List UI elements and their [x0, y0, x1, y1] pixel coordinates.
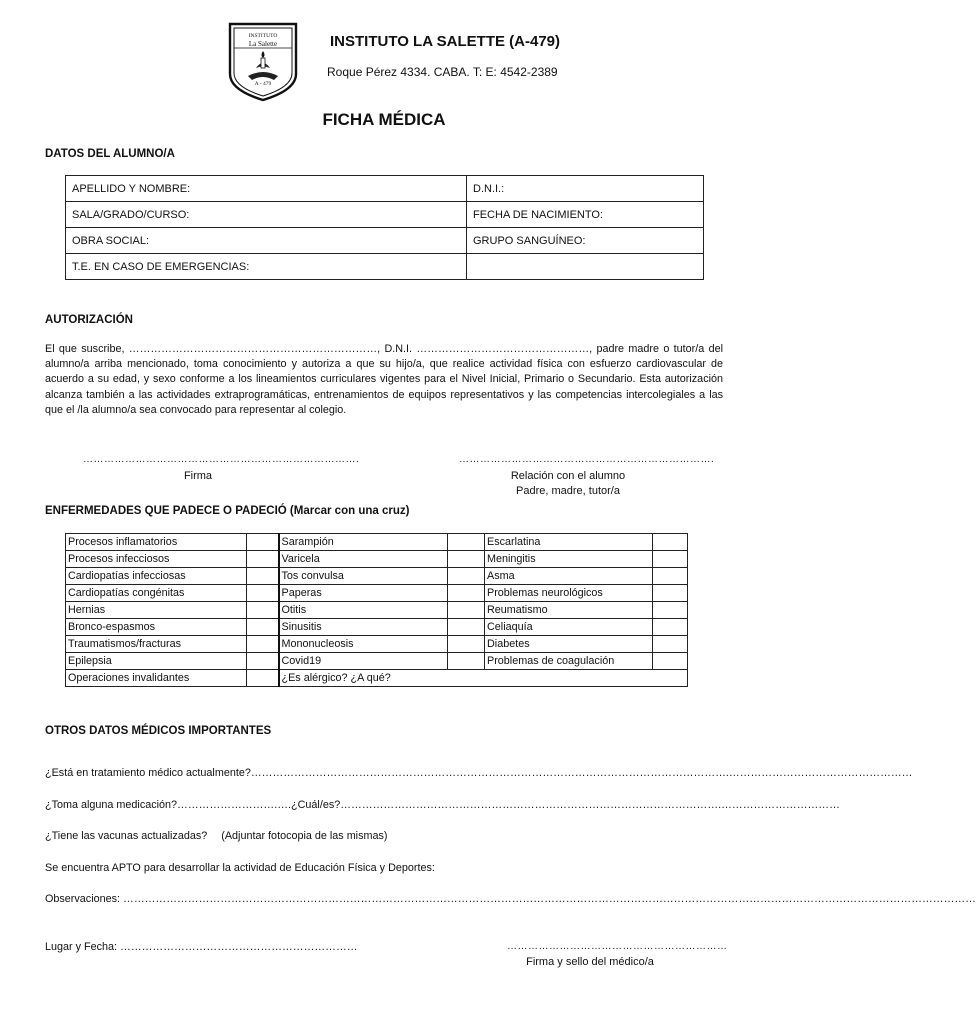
illness-label: Cardiopatías infecciosas	[66, 568, 247, 585]
illness-label: Problemas de coagulación	[485, 653, 653, 670]
allergy-field[interactable]: ¿Es alérgico? ¿A qué?	[279, 670, 688, 687]
illness-checkbox[interactable]	[448, 551, 485, 568]
illness-label: Escarlatina	[485, 534, 653, 551]
question-vaccines: ¿Tiene las vacunas actualizadas?	[45, 830, 208, 842]
illness-label: Celiaquía	[485, 619, 653, 636]
illness-checkbox[interactable]	[247, 568, 279, 585]
authorization-section-title: AUTORIZACIÓN	[45, 314, 133, 326]
illnesses-section-title: ENFERMEDADES QUE PADECE O PADECIÓ (Marcar con una cruz)	[45, 505, 410, 517]
authorization-text: El que suscribe, ……………………………………………………………, D.N.I. …………………………………………, padre madre o tutor/a del alumno/a arriba mencionado, toma conocimiento y autoriza a que su hijo/a, que realice actividad física con esfuerzo cardiovascular de acuerdo a su edad, y sexo conforme a los lineamientos curriculares vigentes para el Nivel Inicial, Primario o Secundario. Esta autorización alcanza también a las actividades extraprogramáticas, entrenamientos de equipos representativos y las competencias intercolegiales a las que el /la alumno/a sea convocado para representar al colegio.	[45, 343, 723, 416]
illness-checkbox[interactable]	[448, 653, 485, 670]
place-date-line[interactable]: …………………………………………………………	[120, 941, 358, 953]
question-row	[45, 830, 387, 842]
illness-label: Traumatismos/fracturas	[66, 636, 247, 653]
medication-answer-line[interactable]: ……………………….….	[177, 799, 292, 811]
illness-label: Otitis	[279, 602, 448, 619]
table-row	[66, 619, 688, 636]
illness-checkbox[interactable]	[448, 568, 485, 585]
illness-checkbox[interactable]	[247, 670, 279, 687]
document-title: FICHA MÉDICA	[322, 110, 446, 129]
illness-label: Procesos infecciosos	[66, 551, 247, 568]
relation-options-label: Padre, madre, tutor/a	[516, 485, 620, 497]
table-row	[66, 551, 688, 568]
other-section-title: OTROS DATOS MÉDICOS IMPORTANTES	[45, 725, 272, 737]
illness-label: Covid19	[279, 653, 448, 670]
illness-label: Sarampión	[279, 534, 448, 551]
illness-checkbox[interactable]	[653, 568, 688, 585]
illness-label: Bronco-espasmos	[66, 619, 247, 636]
illness-checkbox[interactable]	[247, 585, 279, 602]
student-data-table	[65, 175, 704, 280]
table-row	[66, 202, 704, 228]
table-row	[66, 670, 688, 687]
illness-checkbox[interactable]	[653, 636, 688, 653]
illness-checkbox[interactable]	[247, 602, 279, 619]
table-row	[66, 653, 688, 670]
illness-checkbox[interactable]	[653, 653, 688, 670]
illness-label: Asma	[485, 568, 653, 585]
school-logo	[226, 18, 300, 102]
illness-label: Reumatismo	[485, 602, 653, 619]
table-row	[66, 176, 704, 202]
illness-label: Cardiopatías congénitas	[66, 585, 247, 602]
illness-checkbox[interactable]	[448, 636, 485, 653]
question-apto: Se encuentra APTO para desarrollar la actividad de Educación Física y Deportes:	[45, 862, 435, 874]
empty-cell[interactable]	[467, 254, 704, 280]
last-first-name-field[interactable]: APELLIDO Y NOMBRE:	[66, 176, 467, 202]
illness-checkbox[interactable]	[653, 602, 688, 619]
illness-label: Tos convulsa	[279, 568, 448, 585]
blood-type-field[interactable]: GRUPO SANGUÍNEO:	[467, 228, 704, 254]
question-medication: ¿Toma alguna medicación?	[45, 799, 178, 811]
place-date-label: Lugar y Fecha:	[45, 941, 118, 953]
signature-line[interactable]: …………………………………………………………………….	[83, 454, 360, 465]
illness-checkbox[interactable]	[247, 636, 279, 653]
doctor-signature-line[interactable]: ………………………………………………………	[507, 941, 728, 952]
illness-label: Procesos inflamatorios	[66, 534, 247, 551]
illness-label: Meningitis	[485, 551, 653, 568]
illness-label: Hernias	[66, 602, 247, 619]
vaccines-note: (Adjuntar fotocopia de las mismas)	[221, 830, 388, 842]
question-row	[45, 767, 913, 779]
question-which: ¿Cuál/es?	[291, 799, 341, 811]
which-answer-line[interactable]: …………………………………………………………………………………………….……………………………	[340, 799, 840, 811]
table-row	[66, 585, 688, 602]
logo-text-mid: La Salette	[248, 40, 278, 48]
relation-label: Relación con el alumno	[510, 470, 626, 482]
illness-checkbox[interactable]	[247, 619, 279, 636]
table-row	[66, 534, 688, 551]
illness-checkbox[interactable]	[247, 551, 279, 568]
illness-label: Diabetes	[485, 636, 653, 653]
illness-checkbox[interactable]	[448, 619, 485, 636]
health-insurance-field[interactable]: OBRA SOCIAL:	[66, 228, 467, 254]
illness-checkbox[interactable]	[448, 602, 485, 619]
illness-checkbox[interactable]	[653, 585, 688, 602]
question-row	[45, 893, 976, 905]
observations-line[interactable]: …………………………………………………………………………………………………………………………………………………………………………………………………………………	[123, 893, 976, 905]
illness-label: Sinusitis	[279, 619, 448, 636]
illness-label: Problemas neurológicos	[485, 585, 653, 602]
table-row	[66, 254, 704, 280]
treatment-answer-line[interactable]: …………………………………………………………………………………………………………………….……………………………………………	[250, 767, 913, 779]
illness-checkbox[interactable]	[653, 551, 688, 568]
relation-line[interactable]: ……………………………………………………………….	[459, 454, 715, 465]
table-row	[66, 602, 688, 619]
illness-label: Paperas	[279, 585, 448, 602]
doctor-signature-label: Firma y sello del médico/a	[526, 956, 654, 968]
school-crest-icon	[226, 18, 300, 102]
illness-label: Epilepsia	[66, 653, 247, 670]
illnesses-table	[65, 533, 688, 687]
birth-date-field[interactable]: FECHA DE NACIMIENTO:	[467, 202, 704, 228]
grade-course-field[interactable]: SALA/GRADO/CURSO:	[66, 202, 467, 228]
question-row	[45, 941, 358, 953]
signature-label: Firma	[183, 470, 213, 482]
question-row	[45, 799, 840, 811]
illness-checkbox[interactable]	[448, 534, 485, 551]
institution-name: INSTITUTO LA SALETTE (A-479)	[330, 33, 561, 50]
table-row	[66, 636, 688, 653]
institution-address: Roque Pérez 4334. CABA. T: E: 4542-2389	[327, 65, 558, 79]
illness-checkbox[interactable]	[448, 585, 485, 602]
student-section-title: DATOS DEL ALUMNO/A	[45, 148, 175, 160]
table-row	[66, 568, 688, 585]
emergency-phone-field[interactable]: T.E. EN CASO DE EMERGENCIAS:	[66, 254, 467, 280]
illness-checkbox[interactable]	[247, 653, 279, 670]
question-treatment: ¿Está en tratamiento médico actualmente?	[45, 767, 251, 779]
illness-label: Mononucleosis	[279, 636, 448, 653]
logo-text-top: INSTITUTO	[248, 33, 278, 39]
illness-checkbox[interactable]	[247, 534, 279, 551]
table-row	[66, 228, 704, 254]
illness-checkbox[interactable]	[653, 534, 688, 551]
dni-field[interactable]: D.N.I.:	[467, 176, 704, 202]
illness-label: Operaciones invalidantes	[66, 670, 247, 687]
illness-label: Varicela	[279, 551, 448, 568]
logo-text-bottom: A - 479	[254, 81, 272, 87]
observations-label: Observaciones:	[45, 893, 121, 905]
illness-checkbox[interactable]	[653, 619, 688, 636]
